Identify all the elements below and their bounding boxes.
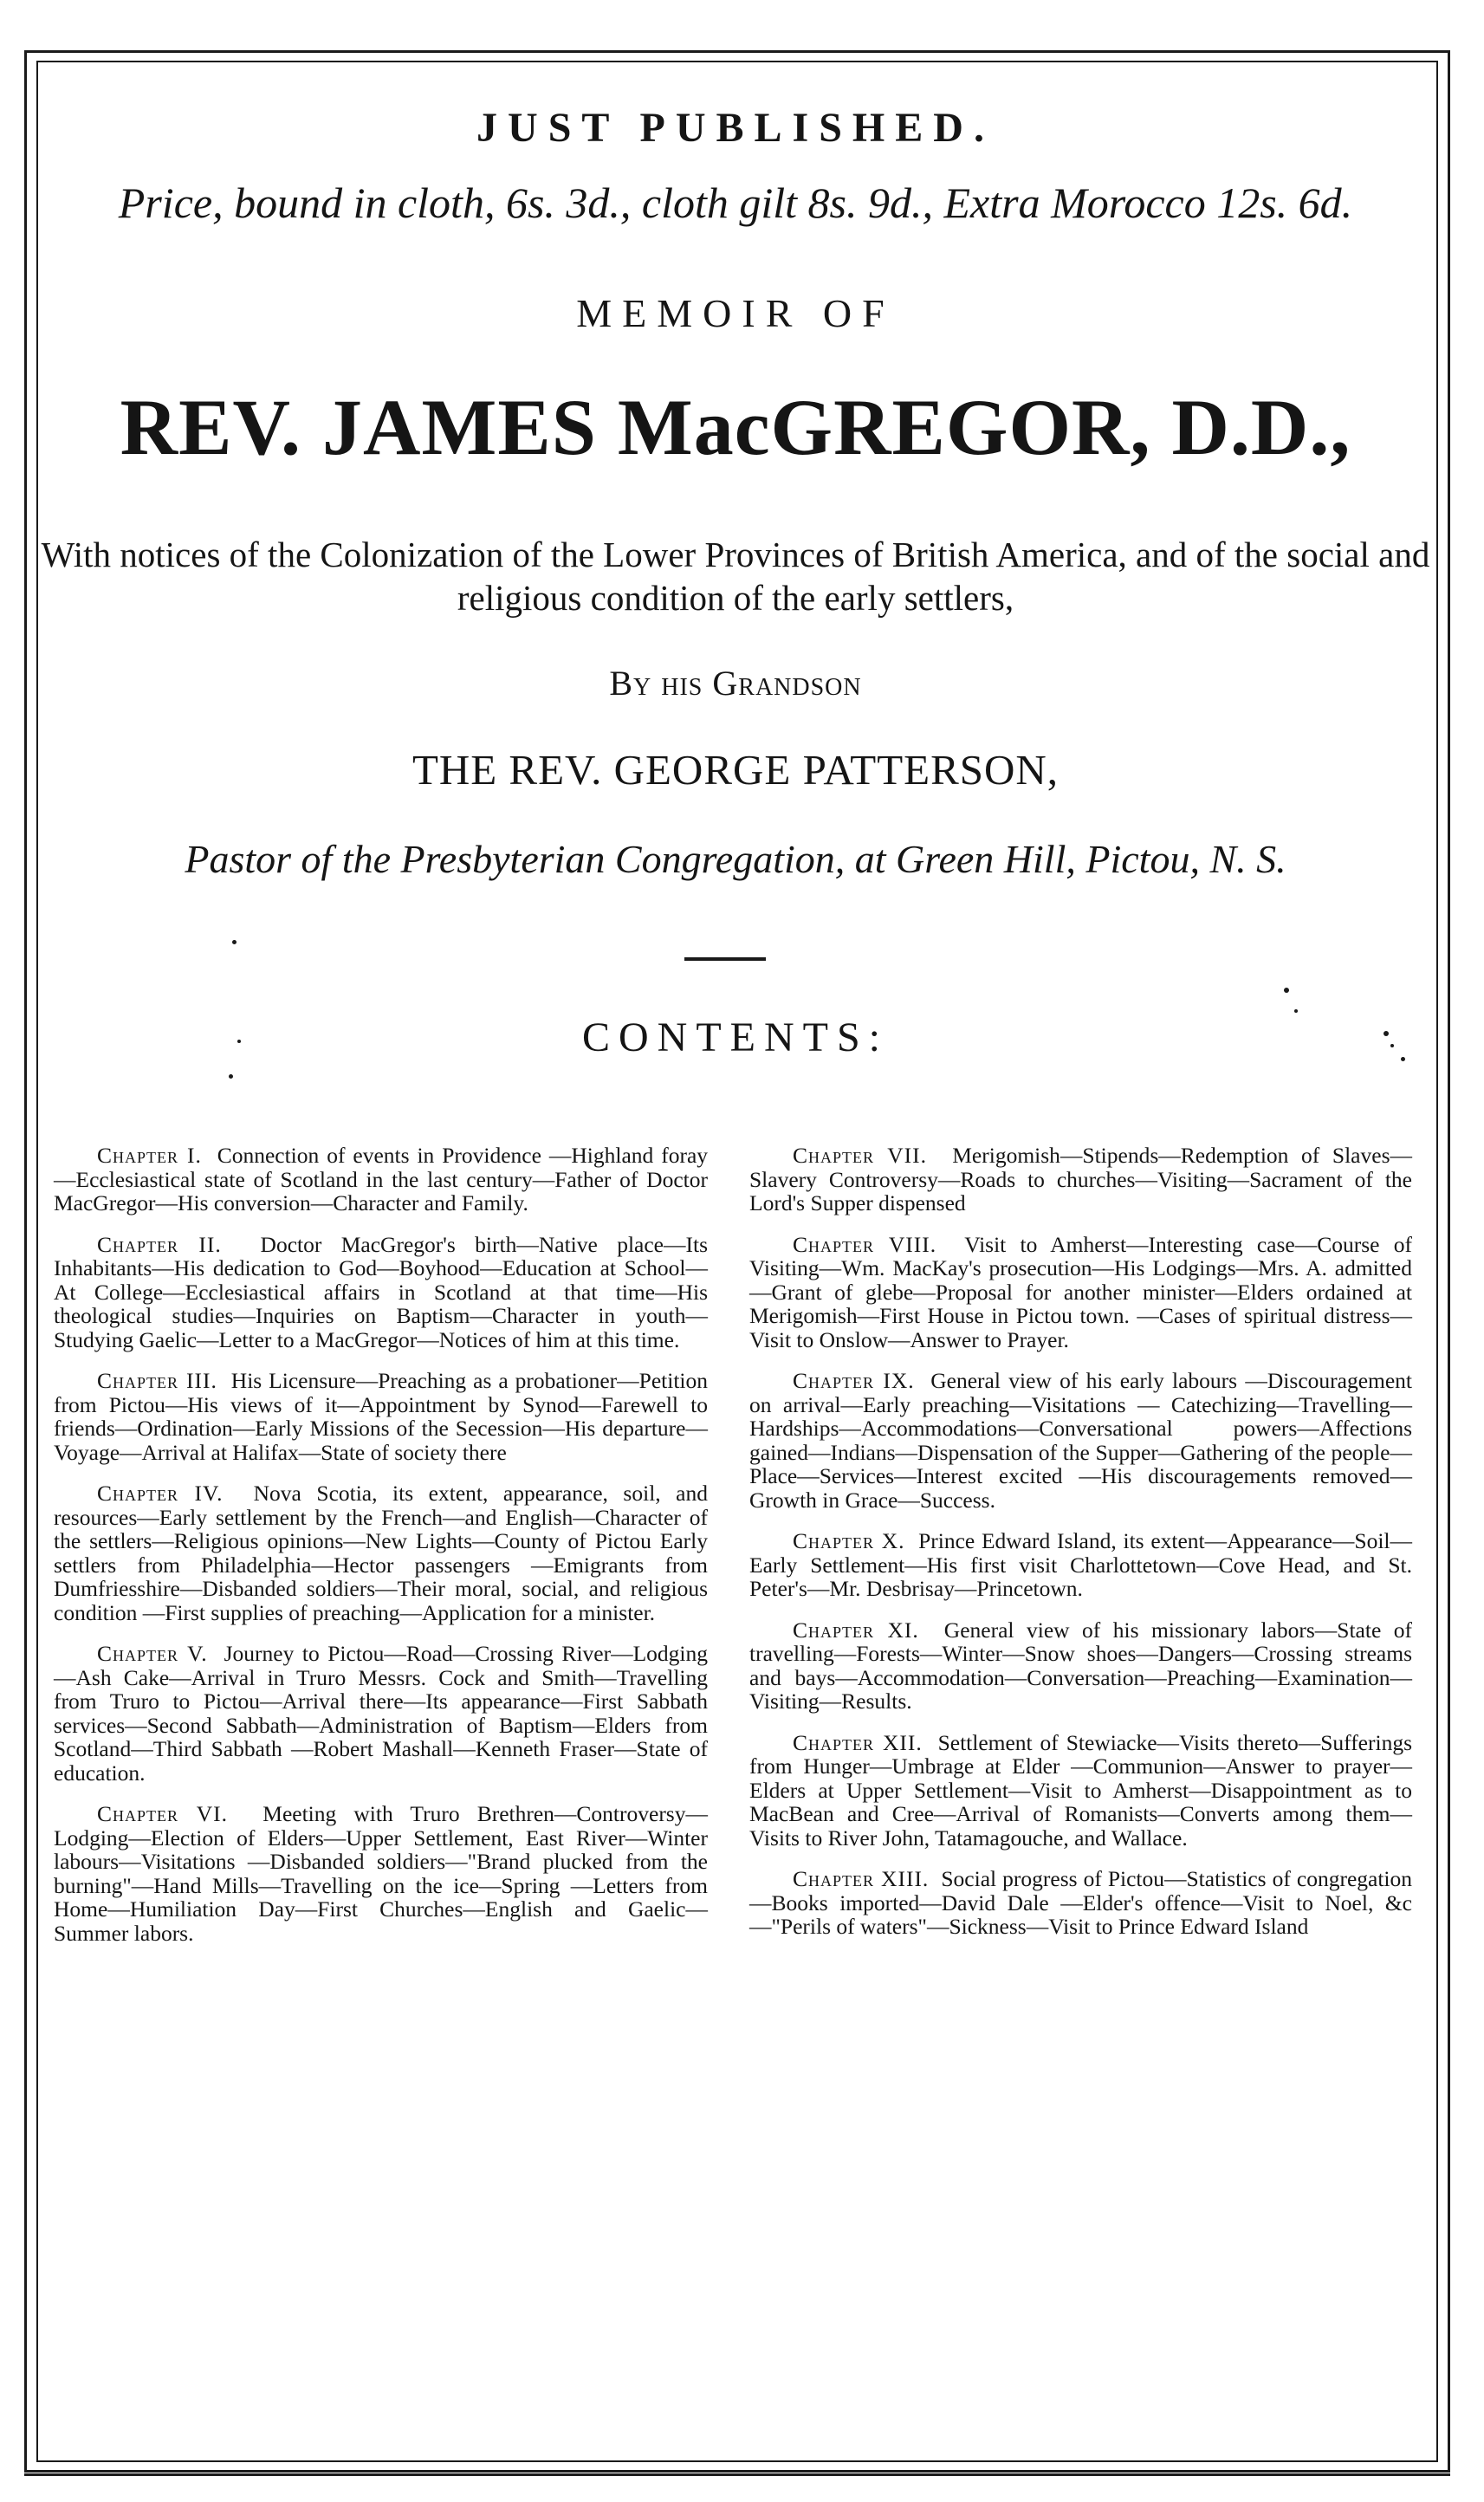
memoir-of-heading: MEMOIR OF [576,291,895,335]
ink-speck [237,1040,241,1043]
chapter-entry [54,1233,708,1352]
chapter-summary: Nova Scotia, its extent, appearance, soil, and resources—Early settlement by the French—and English—Character of the settlers—Religious opinions—New Lights—County of Pictou Early settlers from Philadelphia—Hector passengers —Emigrants from Dumfriesshire—Disbanded soldiers—Their moral, social, and religious condition —First supplies of preaching—Application for a minister. [54,1481,709,1625]
ink-speck [229,1074,233,1079]
chapter-label: Chapter XI. [793,1617,919,1643]
chapter-entry [749,1867,1412,1939]
chapter-entry [54,1802,708,1945]
advertisement-page [36,61,1435,2459]
chapter-summary: Social progress of Pictou—Statistics of congregation—Books imported—David Dale —Elder's offence—Visit to Noel, &c —"Perils of waters"—Sickness—Visit to Prince Edward Island [749,1866,1413,1939]
chapter-summary: Merigomish—Stipends—Redemption of Slaves—Slavery Controversy—Roads to churches—Visiting—Sacrament of the Lord's Supper dispensed [749,1143,1412,1215]
author-position: Pastor of the Presbyterian Congregation, at Green Hill, Pictou, N. S. [185,837,1286,881]
chapter-entry [749,1529,1412,1601]
just-published-heading: JUST PUBLISHED. [476,105,995,151]
chapter-summary: His Licensure—Preaching as a probationer—Petition from Pictou—His views of it—Appointment by Synod—Farewell to friends—Ordination—Early Missions of the Secession—His departure—Voyage—Arrival at Halifax—State of society there [54,1368,709,1465]
chapter-label: Chapter II. [97,1231,222,1257]
chapter-label: Chapter III. [97,1368,217,1393]
ink-speck [1294,1009,1298,1013]
chapter-entry [749,1144,1412,1215]
chapter-summary: Prince Edward Island, its extent—Appearance—Soil—Early Settlement—His first visit Charlottetown—Cove Head, and St. Peter's—Mr. Desbrisay—Princetown. [749,1528,1412,1601]
chapter-summary: Connection of events in Providence —Highland foray—Ecclesiastical state of Scotland in the last century—Father of Doctor MacGregor—His conversion—Character and Family. [54,1143,709,1215]
chapter-summary: General view of his missionary labors—State of travelling—Forests—Winter—Snow shoes—Dangers—Crossing streams and bays—Accommodation—Conversation—Preaching—Examination—Visiting—Results. [749,1617,1412,1714]
contents-right-column [749,1144,1412,1956]
chapter-summary: Meeting with Truro Brethren—Controversy—Lodging—Election of Elders—Upper Settlement, East River—Winter labours—Visitations —Disbanded soldiers—"Brand plucked from the burning"—Hand Mills—Travelling on the ice—Spring —Letters from Home—Humiliation Day—First Churches—English and Gaelic—Summer labors. [54,1801,708,1946]
chapter-summary: Visit to Amherst—Interesting case—Course of Visiting—Wm. MacKay's prosecution—His Lodgings—Mrs. A. admitted—Grant of glebe—Proposal for another minister—Elders ordained at Merigomish—First House in Pictou town. —Cases of spiritual distress—Visit to Onslow—Answer to Prayer. [749,1231,1412,1352]
chapter-entry [54,1481,708,1624]
chapter-entry [749,1731,1412,1851]
chapter-summary: General view of his early labours —Discouragement on arrival—Early preaching—Visitations — Catechizing—Travelling—Hardships—Accommodations—Conversational powers—Affections gained—Indians—Dispensation of the Supper—Gathering of the people—Place—Services—Interest excited —His discouragements removed—Growth in Grace—Success. [749,1368,1413,1513]
ink-speck [1384,1031,1389,1036]
book-subtitle: With notices of the Colonization of the Lower Provinces of British America, and of the social and religious condition of the early settlers, [41,535,1430,618]
chapter-label: Chapter VII. [793,1143,927,1168]
contents-left-column [54,1144,708,1962]
chapter-entry [54,1144,708,1215]
chapter-label: Chapter XIII. [793,1866,930,1891]
ink-speck [1401,1057,1405,1061]
contents-heading: CONTENTS: [582,1014,889,1060]
section-divider [684,957,766,961]
chapter-label: Chapter V. [97,1641,208,1666]
chapter-label: Chapter VIII. [793,1231,937,1257]
price-line: Price, bound in cloth, 6s. 3d., cloth gilt 8s. 9d., Extra Morocco 12s. 6d. [118,178,1353,227]
author-name: THE REV. GEORGE PATTERSON, [412,746,1060,794]
chapter-entry [749,1233,1412,1352]
bottom-rule [24,2473,1450,2476]
chapter-label: Chapter XII. [793,1729,923,1755]
ink-speck [1284,988,1289,993]
chapter-entry [749,1369,1412,1512]
ink-speck [232,940,237,944]
chapter-label: Chapter IX. [793,1368,915,1393]
chapter-summary: Settlement of Stewiacke—Visits thereto—Sufferings from Hunger—Umbrage at Elder —Communion—Answer to prayer—Elders at Upper Settlement—Visit to Amherst—Disappointment as to MacBean and Cree—Arrival of Romanists—Converts among them—Visits to River John, Tatamagouche, and Wallace. [749,1729,1412,1851]
chapter-label: Chapter VI. [97,1801,228,1826]
chapter-summary: Journey to Pictou—Road—Crossing River—Lodging—Ash Cake—Arrival in Truro Messrs. Cock and Smith—Travelling from Truro to Pictou—Arrival there—Its appearance—First Sabbath services—Second Sabbath—Administration of Baptism—Elders from Scotland—Third Sabbath —Robert Mashall—Kenneth Fraser—State of education. [54,1641,708,1786]
chapter-entry [749,1618,1412,1714]
book-title: REV. JAMES MacGREGOR, D.D., [120,383,1351,471]
ink-speck [1390,1044,1394,1047]
chapter-label: Chapter X. [793,1528,905,1553]
chapter-entry [54,1642,708,1785]
chapter-summary: Doctor MacGregor's birth—Native place—Its Inhabitants—His dedication to God—Boyhood—Education at School—At College—Ecclesiastical affairs in Scotland at that time—His theological studies—Inquiries on Baptism—Character in youth—Studying Gaelic—Letter to a MacGregor—Notices of him at this time. [54,1231,708,1352]
chapter-label: Chapter IV. [97,1481,224,1506]
chapter-entry [54,1369,708,1464]
by-line: By his Grandson [609,664,862,703]
chapter-label: Chapter I. [97,1143,202,1168]
